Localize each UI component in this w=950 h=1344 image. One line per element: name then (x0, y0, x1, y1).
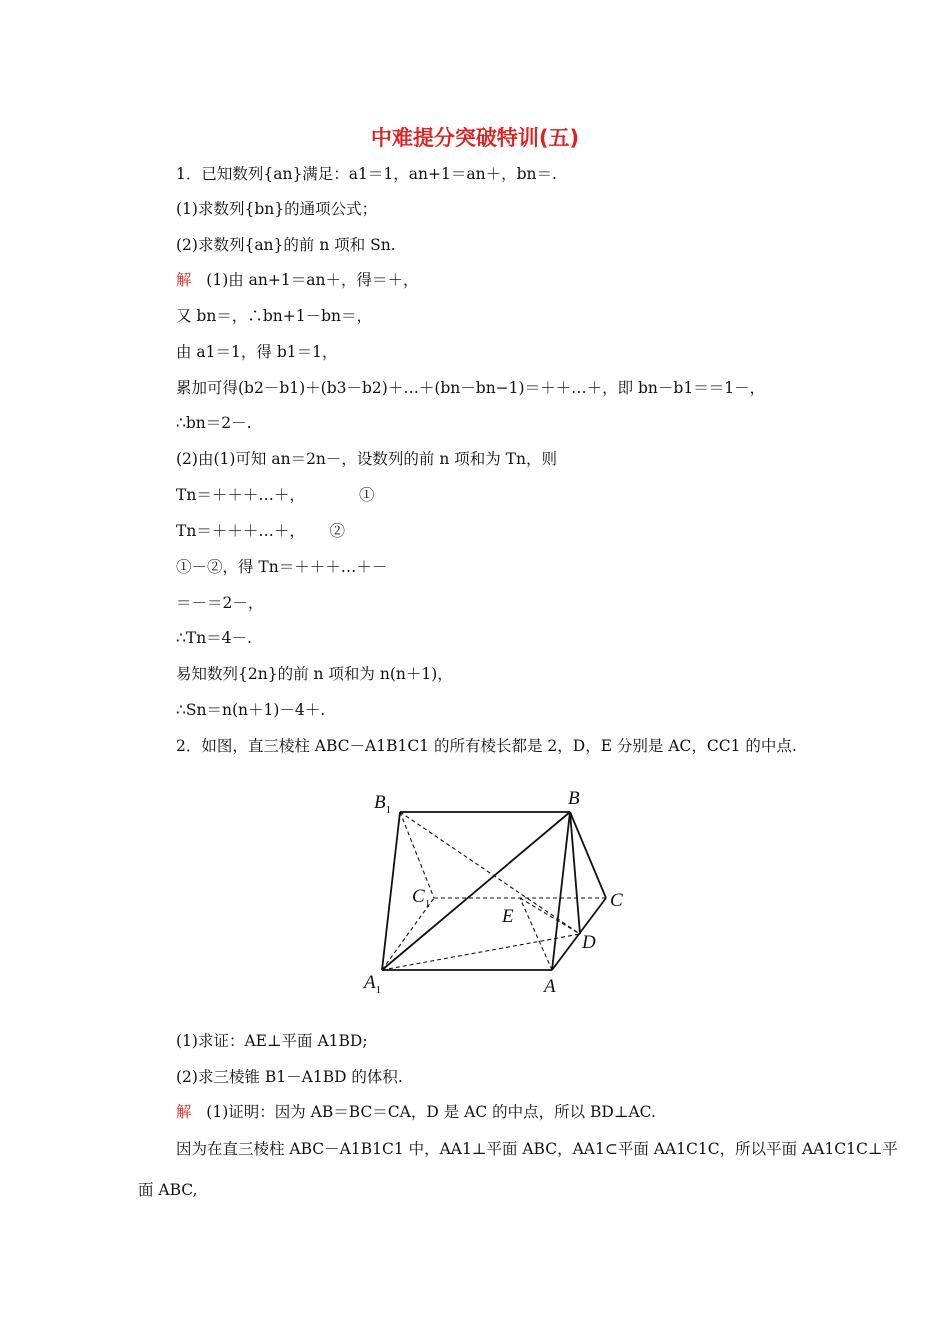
solution2-text: (1)证明：因为 AB＝BC＝CA，D 是 AC 的中点，所以 BD⊥AC. (206, 1103, 656, 1121)
solution2-label: 解 (176, 1103, 192, 1121)
solution1-line-3: 由 a1＝1，得 b1＝1， (176, 343, 338, 361)
solution1-line-6: (2)由(1)可知 an＝2n－，设数列的前 n 项和为 Tn，则 (176, 450, 557, 468)
label-C: C (610, 890, 623, 911)
label-B1: $B_1$ (374, 792, 392, 816)
problem2-statement: 2．如图，直三棱柱 ABC－A1B1C1 的所有棱长都是 2，D，E 分别是 AC，CC1 的中点. (176, 737, 797, 755)
problem2-q2: (2)求三棱锥 B1－A1BD 的体积. (176, 1068, 403, 1086)
label-A1: $A_1$ (364, 972, 382, 996)
solution1-line-7: Tn＝＋＋＋…＋， ① (176, 486, 375, 504)
label-E: E (502, 906, 514, 927)
solution1-line-12: 易知数列{2n}的前 n 项和为 n(n＋1)， (176, 665, 453, 683)
solution1-line-5: ∴bn＝2－. (176, 414, 252, 432)
prism-diagram (348, 770, 640, 1010)
solution-label: 解 (176, 271, 192, 289)
prism-figure (348, 770, 640, 1010)
label-D: D (582, 932, 596, 953)
page-title: 中难提分突破特训(五) (370, 126, 580, 150)
solution1-line-4: 累加可得(b2－b1)＋(b3－b2)＋…＋(bn－bn−1)＝＋＋…＋，即 bn－b1＝＝1－， (176, 379, 766, 397)
solution2-line (176, 1102, 656, 1122)
problem1-statement: 1．已知数列{an}满足：a1＝1，an+1＝an＋，bn＝. (176, 165, 557, 183)
solution1-line-11: ∴Tn＝4－. (176, 629, 252, 647)
solution1-line (176, 270, 418, 290)
solution1-text: (1)由 an+1＝an＋，得＝＋， (206, 271, 419, 289)
label-B: B (568, 788, 580, 809)
solution1-line-13: ∴Sn＝n(n＋1)－4＋. (176, 701, 326, 719)
problem1-q1: (1)求数列{bn}的通项公式； (176, 200, 378, 218)
problem2-q1: (1)求证：AE⊥平面 A1BD; (176, 1032, 368, 1050)
solution1-line-8: Tn＝＋＋＋…＋， ② (176, 522, 345, 540)
solution2-line-2: 因为在直三棱柱 ABC－A1B1C1 中，AA1⊥平面 ABC，AA1⊂平面 AA1C1C，所以平面 AA1C1C⊥平 (176, 1140, 898, 1158)
solution2-line-3: 面 ABC, (138, 1181, 198, 1199)
solution1-line-10: ＝－＝2－， (176, 594, 264, 612)
label-C1: $C_1$ (412, 886, 431, 910)
problem1-q2: (2)求数列{an}的前 n 项和 Sn. (176, 236, 396, 254)
solution1-line-9: ①－②，得 Tn＝＋＋＋…＋－ (176, 558, 388, 576)
label-A: A (544, 976, 556, 997)
solution1-line-2: 又 bn＝，∴bn+1－bn＝， (176, 307, 372, 325)
